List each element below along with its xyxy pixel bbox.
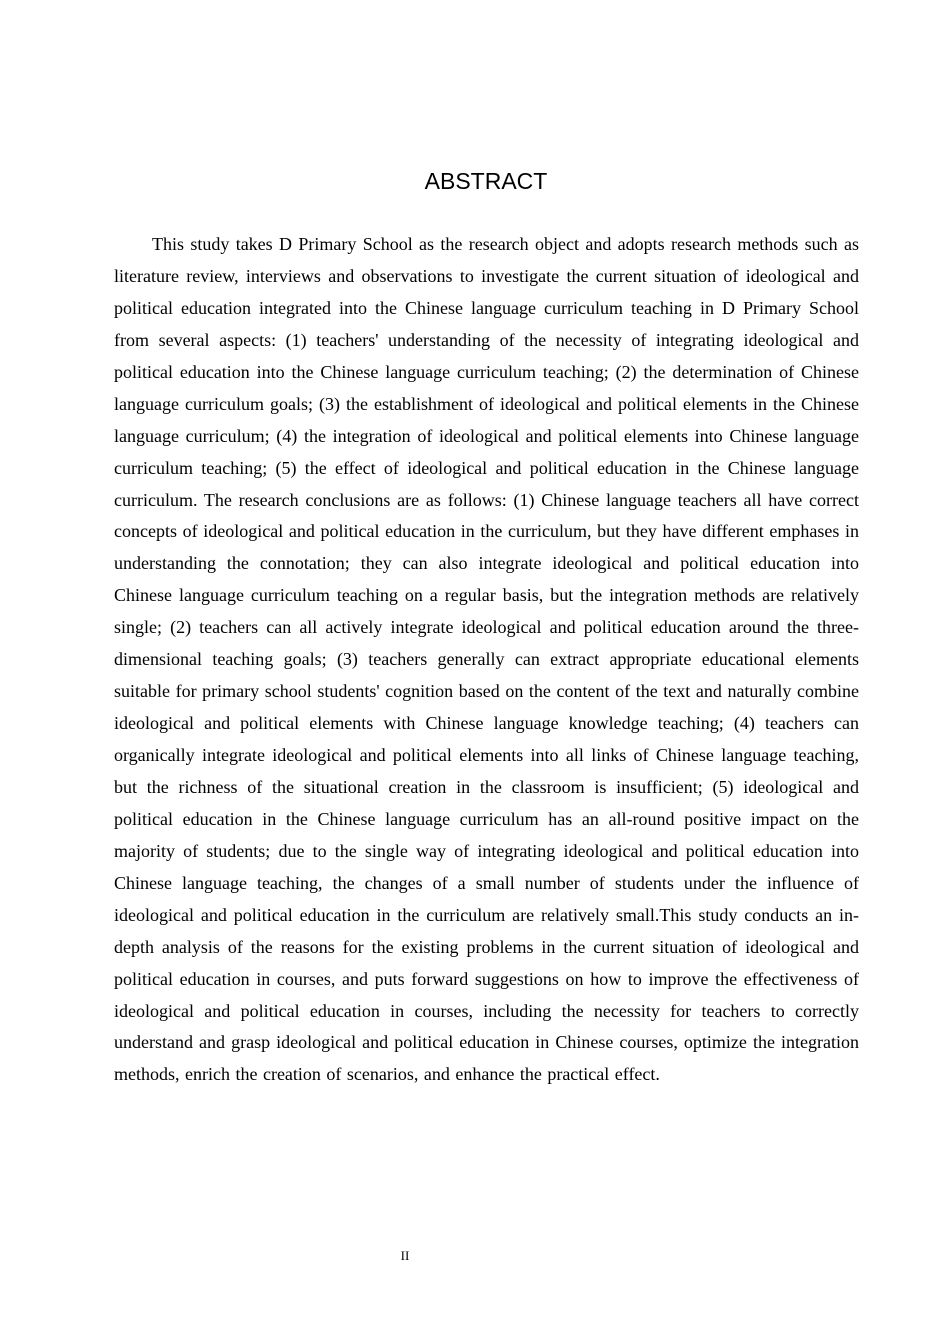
page-number: II	[400, 1248, 410, 1263]
abstract-heading: ABSTRACT	[424, 168, 548, 194]
abstract-body-text: This study takes D Primary School as the research object and adopts research methods such as literature review, interviews and observations to investigate the current situation of ideological and political education integrated into the Chinese language curriculum teaching in D Primary School from several aspects: (1) teachers' understanding of the necessity of integrating ideological and political education into the Chinese language curriculum teaching; (2) the determination of Chinese language curriculum goals; (3) the establishment of ideological and political elements in the Chinese language curriculum; (4) the integration of ideological and political elements into Chinese language curriculum teaching; (5) the effect of ideological and political education in the Chinese language curriculum. The research conclusions are as follows: (1) Chinese language teachers all have correct concepts of ideological and political education in the curriculum, but they have different emphases in understanding the connotation; they can also integrate ideological and political education into Chinese language curriculum teaching on a regular basis, but the integration methods are relatively single; (2) teachers can all actively integrate ideological and political education around the three-dimensional teaching goals; (3) teachers generally can extract appropriate educational elements suitable for primary school students' cognition based on the content of the text and naturally combine ideological and political elements with Chinese language knowledge teaching; (4) teachers can organically integrate ideological and political elements into all links of Chinese language teaching, but the richness of the situational creation in the classroom is insufficient; (5) ideological and political education in the Chinese language curriculum has an all-round positive impact on the majority of students; due to the single way of integrating ideological and political education into Chinese language teaching, the changes of a small number of students under the influence of ideological and political education in the curriculum are relatively small.This study conducts an in-depth analysis of the reasons for the existing problems in the current situation of ideological and political education in courses, and puts forward suggestions on how to improve the effectiveness of ideological and political education in courses, including the necessity for teachers to correctly understand and grasp ideological and political education in Chinese courses, optimize the integration methods, enrich the creation of scenarios, and enhance the practical effect.	[114, 234, 859, 1085]
